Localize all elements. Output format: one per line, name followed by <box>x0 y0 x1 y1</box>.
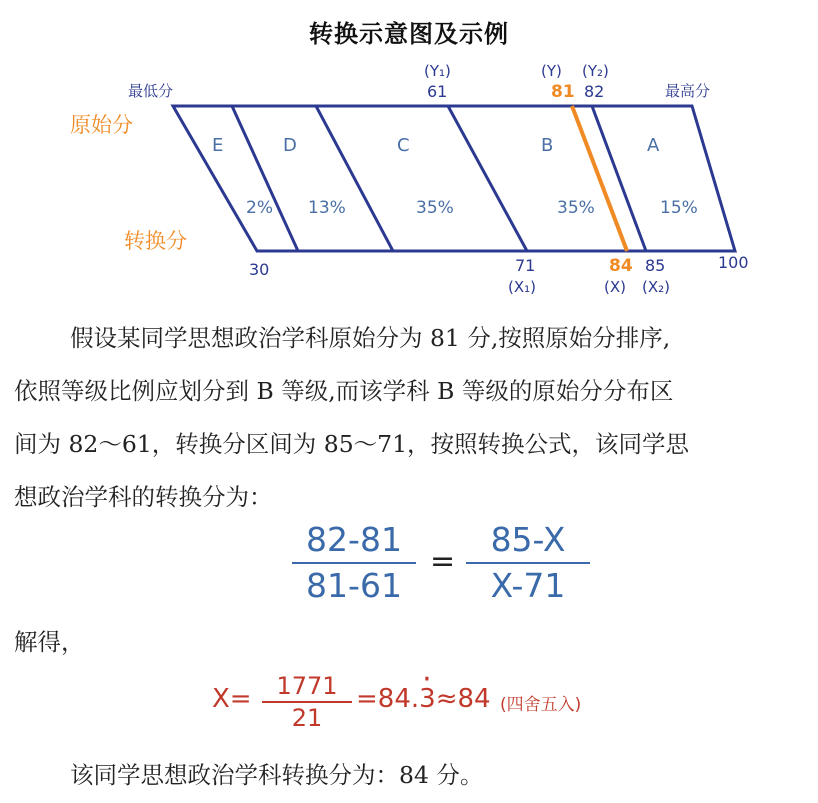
percent-e: 2% <box>246 198 273 218</box>
x1-symbol: (X₁) <box>508 278 536 296</box>
left-fraction-bar <box>292 562 416 564</box>
y1-symbol: (Y₁) <box>424 62 451 80</box>
proportion-formula <box>0 520 818 610</box>
right-denominator: X-71 <box>490 566 566 605</box>
right-numerator: 85-X <box>490 520 566 559</box>
result-formula <box>0 672 818 732</box>
x2-value: 85 <box>645 256 666 275</box>
conclusion <box>14 756 483 790</box>
paragraph-line-4: 想政治学科的转换分为： <box>14 483 273 511</box>
result-numerator: 1771 <box>276 672 338 700</box>
solve-label: 解得， <box>14 628 85 656</box>
divider-d-c <box>316 106 393 251</box>
grade-d: D <box>283 135 297 156</box>
result-fraction-bar <box>262 701 352 703</box>
percent-c: 35% <box>416 198 454 218</box>
left-denominator: 81-61 <box>306 566 402 605</box>
grade-b: B <box>541 135 554 156</box>
converted-score-label: 转换分 <box>124 229 187 253</box>
y2-symbol: (Y₂) <box>582 62 609 80</box>
max-converted-value: 100 <box>718 253 749 272</box>
x-value: 84 <box>609 256 633 276</box>
x-equals: X= <box>212 684 252 714</box>
y-symbol: (Y) <box>541 62 562 80</box>
conclusion-text: 该同学思想政治学科转换分为：84 分。 <box>70 761 484 789</box>
divider-e-d <box>232 106 298 251</box>
max-label: 最高分 <box>665 82 711 100</box>
grade-a: A <box>647 135 660 156</box>
paragraph-line-3: 间为 82～61，转换分区间为 85～71，按照转换公式，该同学思 <box>14 430 690 458</box>
grade-e: E <box>212 135 224 156</box>
min-converted-value: 30 <box>249 260 270 279</box>
y2-value: 82 <box>584 82 605 101</box>
min-label: 最低分 <box>128 82 174 100</box>
paragraph-text-1: 假设某同学思想政治学科原始分为 81 分,按照原始分排序, <box>70 324 671 352</box>
paragraph-line-2: 依照等级比例应划分到 B 等级,而该学科 B 等级的原始分分布区 <box>14 377 674 405</box>
equals-sign: = <box>430 544 456 579</box>
grade-c: C <box>397 135 410 156</box>
right-fraction <box>466 520 590 606</box>
x1-value: 71 <box>515 256 536 275</box>
percent-d: 13% <box>308 198 346 218</box>
diagram-title: 转换示意图及示例 <box>309 19 509 48</box>
y1-value: 61 <box>427 82 448 101</box>
result-fraction <box>262 672 352 732</box>
right-fraction-bar <box>466 562 590 564</box>
paragraph-line-1 <box>14 312 810 365</box>
percent-b: 35% <box>557 198 595 218</box>
left-fraction <box>292 520 416 606</box>
result-value <box>356 684 491 714</box>
rounding-note: (四舍五入) <box>500 695 582 715</box>
left-numerator: 82-81 <box>306 520 402 559</box>
conversion-diagram <box>0 0 818 310</box>
x2-symbol: (X₂) <box>642 278 670 296</box>
result-value-prefix: =84. <box>356 684 420 714</box>
result-denominator: 21 <box>291 704 323 732</box>
result-approx: ≈84 <box>435 684 491 714</box>
y-value: 81 <box>551 82 575 102</box>
divider-c-b <box>448 106 527 251</box>
band-frame <box>173 106 735 251</box>
repeating-digit: · 3 <box>419 684 436 714</box>
raw-score-label: 原始分 <box>70 113 133 137</box>
percent-a: 15% <box>660 198 698 218</box>
x-symbol: (X) <box>604 278 626 296</box>
